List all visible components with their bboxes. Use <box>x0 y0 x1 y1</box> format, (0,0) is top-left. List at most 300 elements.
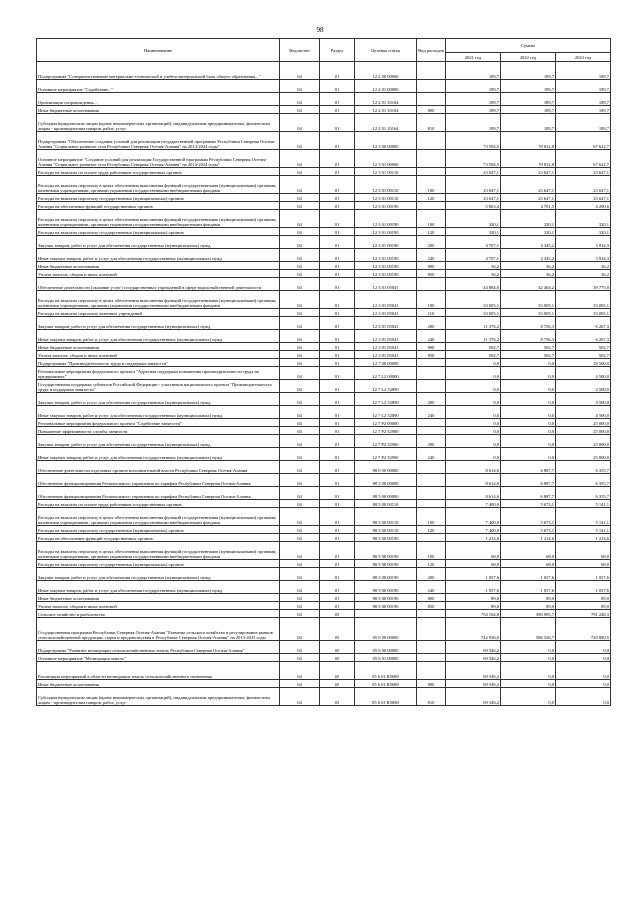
row-amount-2022: 68,0 <box>501 560 556 568</box>
budget-table <box>36 38 611 706</box>
row-expense-type <box>417 461 446 474</box>
row-name: Обеспечение деятельности (оказание услуг) государственных учреждений в сфере водохозяйственной деятельности <box>37 278 280 291</box>
row-amount-2022: 0,0 <box>501 393 556 406</box>
row-name: Закупка товаров, работ и услуг для обеспечения государственных (муниципальных) нужд <box>37 317 280 330</box>
row-amount-2022: 1 057,6 <box>501 581 556 594</box>
row-vedomstvo: 04 <box>280 114 320 132</box>
row-amount-2021: 502,7 <box>446 343 501 351</box>
row-amount-2022: 589 995,7 <box>501 610 556 618</box>
table-row <box>37 210 611 228</box>
row-amount-2023: 33 005,1 <box>556 309 611 317</box>
row-name: Сельское хозяйство и рыболовство <box>37 610 280 618</box>
row-expense-type <box>417 618 446 641</box>
row-target-article: 12 3 01 05041 <box>355 343 417 351</box>
row-target-article: 12 3 01 00110 <box>355 168 417 176</box>
row-amount-2021: 754 164,8 <box>446 610 501 618</box>
row-amount-2022: 36,2 <box>501 270 556 278</box>
row-amount-2023: 67 622,7 <box>556 150 611 168</box>
row-amount-2022: 502,7 <box>501 343 556 351</box>
row-amount-2023: 36,2 <box>556 270 611 278</box>
row-amount-2023: 89,0 <box>556 594 611 602</box>
row-amount-2022: 5 673,1 <box>501 500 556 508</box>
row-amount-2022: 8 756,3 <box>501 317 556 330</box>
row-target-article: 12 2 01 00000 <box>355 80 417 93</box>
row-razdel: 01 <box>320 542 355 560</box>
row-razdel: 05 <box>320 618 355 641</box>
table-row <box>37 500 611 508</box>
row-razdel: 01 <box>320 330 355 343</box>
row-name: Обеспечение функционирования Регионального управления по тарифам Республики Северная Осетия-Алания <box>37 487 280 500</box>
table-row <box>37 343 611 351</box>
row-expense-type: 800 <box>417 106 446 114</box>
row-vedomstvo: 04 <box>280 202 320 210</box>
row-target-article: 88 5 00 00190 <box>355 594 417 602</box>
row-amount-2023: 89,0 <box>556 602 611 610</box>
row-razdel: 05 <box>320 688 355 706</box>
row-amount-2023: 5 141,1 <box>556 500 611 508</box>
row-amount-2021: 0,0 <box>446 406 501 419</box>
row-razdel: 01 <box>320 500 355 508</box>
row-vedomstvo: 04 <box>280 406 320 419</box>
row-name: Основное мероприятие "Мелиорация земель" <box>37 654 280 662</box>
row-amount-2023: 25 000,0 <box>556 419 611 427</box>
row-amount-2023: 502,7 <box>556 343 611 351</box>
row-razdel: 01 <box>320 249 355 262</box>
row-vedomstvo: 04 <box>280 602 320 610</box>
row-expense-type: 100 <box>417 291 446 309</box>
row-amount-2023: 6 355,7 <box>556 487 611 500</box>
row-expense-type <box>417 278 446 291</box>
row-amount-2021: 0,0 <box>446 419 501 427</box>
row-razdel: 01 <box>320 435 355 448</box>
row-target-article: 05 6 01 R5680 <box>355 688 417 706</box>
row-amount-2023: 25 000,0 <box>556 435 611 448</box>
row-amount-2022: 0,0 <box>501 427 556 435</box>
row-amount-2021: 0,0 <box>446 448 501 461</box>
row-expense-type: 110 <box>417 309 446 317</box>
table-row <box>37 330 611 343</box>
row-target-article: 12 7 P2 52900 <box>355 448 417 461</box>
row-amount-2022: 0,0 <box>501 359 556 367</box>
table-row <box>37 680 611 688</box>
row-target-article: 05 6 01 R5680 <box>355 680 417 688</box>
row-vedomstvo: 04 <box>280 461 320 474</box>
row-expense-type <box>417 380 446 393</box>
row-amount-2021: 0,0 <box>446 380 501 393</box>
row-amount-2023: 320,1 <box>556 228 611 236</box>
row-amount-2021: 320,1 <box>446 210 501 228</box>
row-target-article: 88 0 00 00000 <box>355 461 417 474</box>
row-amount-2022: 189,7 <box>501 114 556 132</box>
table-row <box>37 461 611 474</box>
row-vedomstvo: 04 <box>280 176 320 194</box>
row-target-article: 12 7 L2 52890 <box>355 380 417 393</box>
row-expense-type <box>417 150 446 168</box>
row-amount-2021: 1 057,6 <box>446 568 501 581</box>
row-expense-type <box>417 641 446 654</box>
row-name: Иные бюджетные ассигнования <box>37 262 280 270</box>
table-row <box>37 176 611 194</box>
row-razdel: 01 <box>320 508 355 526</box>
table-row <box>37 309 611 317</box>
row-amount-2021: 69 546,2 <box>446 688 501 706</box>
row-target-article: 12 3 01 00110 <box>355 194 417 202</box>
row-amount-2021: 33 005,1 <box>446 309 501 317</box>
row-expense-type: 850 <box>417 351 446 359</box>
table-row <box>37 581 611 594</box>
table-row <box>37 106 611 114</box>
row-razdel: 01 <box>320 560 355 568</box>
row-amount-2022: 320,1 <box>501 228 556 236</box>
row-razdel: 05 <box>320 610 355 618</box>
table-row <box>37 654 611 662</box>
row-razdel: 01 <box>320 270 355 278</box>
row-amount-2021: 23 647,1 <box>446 176 501 194</box>
table-row <box>37 132 611 150</box>
table-row <box>37 150 611 168</box>
row-name: Иные закупки товаров, работ и услуг для обеспечения государственных (муниципальных) нужд <box>37 249 280 262</box>
row-amount-2022: 23 647,1 <box>501 194 556 202</box>
row-amount-2022: 0,0 <box>501 680 556 688</box>
table-row <box>37 406 611 419</box>
row-name: Подпрограмма "Производительность труда и поддержка занятости" <box>37 359 280 367</box>
row-amount-2023: 4 290,6 <box>556 202 611 210</box>
row-name: Уплата налогов, сборов и иных платежей <box>37 351 280 359</box>
row-razdel: 01 <box>320 132 355 150</box>
row-name: Региональные мероприятия федерального проекта "Адресная поддержка повышения производительности труда на предприятиях" <box>37 367 280 380</box>
row-name: Закупка товаров, работ и услуг для обеспечения государственных (муниципальных) нужд <box>37 236 280 249</box>
row-amount-2023: 6 267,3 <box>556 330 611 343</box>
row-expense-type <box>417 662 446 680</box>
table-row <box>37 427 611 435</box>
row-amount-2021: 502,7 <box>446 351 501 359</box>
row-vedomstvo: 04 <box>280 618 320 641</box>
row-razdel: 01 <box>320 393 355 406</box>
row-amount-2021: 44 884,0 <box>446 278 501 291</box>
row-name: Закупка товаров, работ и услуг для обеспечения государственных (муниципальных) нужд <box>37 435 280 448</box>
table-row <box>37 487 611 500</box>
row-amount-2021: 0,0 <box>446 359 501 367</box>
row-amount-2022: 70 812,8 <box>501 132 556 150</box>
row-amount-2021: 11 376,2 <box>446 330 501 343</box>
row-amount-2023: 39 775,0 <box>556 278 611 291</box>
row-vedomstvo: 04 <box>280 330 320 343</box>
row-target-article: 12 3 01 05041 <box>355 291 417 309</box>
row-vedomstvo: 04 <box>280 93 320 106</box>
row-amount-2023: 320,1 <box>556 210 611 228</box>
row-expense-type: 240 <box>417 581 446 594</box>
row-amount-2023: 0,0 <box>556 688 611 706</box>
table-row <box>37 435 611 448</box>
row-expense-type: 240 <box>417 406 446 419</box>
row-vedomstvo: 04 <box>280 560 320 568</box>
row-amount-2023: 4 500,0 <box>556 393 611 406</box>
row-vedomstvo: 04 <box>280 534 320 542</box>
row-name: Подпрограмма "Обеспечение создания условий для реализации государственной программы Республики Северная Осетия-Алания "Социальное развитие села Республики Северная Осетия-Алания" на 2014-2024 годы" <box>37 132 280 150</box>
row-name: Расходы на выплаты по оплате труда работников государственных органов <box>37 500 280 508</box>
table-row <box>37 359 611 367</box>
row-amount-2021: 1 214,6 <box>446 534 501 542</box>
row-target-article <box>355 610 417 618</box>
row-amount-2022: 0,0 <box>501 435 556 448</box>
row-razdel: 01 <box>320 487 355 500</box>
row-vedomstvo: 04 <box>280 309 320 317</box>
row-amount-2021: 11 376,2 <box>446 317 501 330</box>
row-vedomstvo: 04 <box>280 393 320 406</box>
row-amount-2022: 189,7 <box>501 80 556 93</box>
row-amount-2021: 8 614,6 <box>446 487 501 500</box>
row-vedomstvo: 04 <box>280 662 320 680</box>
row-target-article: 12 7 P2 52900 <box>355 427 417 435</box>
row-amount-2021: 89,0 <box>446 594 501 602</box>
row-expense-type <box>417 359 446 367</box>
row-target-article: 12 7 L2 00000 <box>355 367 417 380</box>
row-amount-2021: 69 546,2 <box>446 662 501 680</box>
row-name: Уплата налогов, сборов и иных платежей <box>37 602 280 610</box>
row-amount-2022: 89,0 <box>501 594 556 602</box>
row-expense-type: 100 <box>417 210 446 228</box>
row-target-article: 12 2 01 10164 <box>355 106 417 114</box>
row-amount-2022: 0,0 <box>501 380 556 393</box>
row-razdel: 01 <box>320 176 355 194</box>
row-amount-2022: 0,0 <box>501 688 556 706</box>
row-amount-2022: 33 005,1 <box>501 291 556 309</box>
row-amount-2022: 0,0 <box>501 406 556 419</box>
row-vedomstvo: 04 <box>280 106 320 114</box>
row-razdel: 01 <box>320 317 355 330</box>
row-target-article: 88 5 00 00190 <box>355 560 417 568</box>
row-amount-2021: 68,0 <box>446 542 501 560</box>
row-expense-type <box>417 93 446 106</box>
row-target-article: 88 5 00 00190 <box>355 581 417 594</box>
row-amount-2022: 68,0 <box>501 542 556 560</box>
row-razdel: 01 <box>320 262 355 270</box>
row-vedomstvo: 04 <box>280 594 320 602</box>
row-amount-2022: 1 057,6 <box>501 568 556 581</box>
table-row <box>37 62 611 80</box>
row-amount-2021: 0,0 <box>446 393 501 406</box>
table-row <box>37 508 611 526</box>
row-razdel: 01 <box>320 291 355 309</box>
row-target-article: 12 3 01 05041 <box>355 317 417 330</box>
row-amount-2022: 33 005,1 <box>501 309 556 317</box>
row-razdel: 01 <box>320 359 355 367</box>
row-amount-2021: 36,2 <box>446 270 501 278</box>
row-vedomstvo: 04 <box>280 194 320 202</box>
row-amount-2023: 4 500,0 <box>556 380 611 393</box>
row-name: Обеспечение деятельности отдельных органов исполнительной власти Республики Северная Осетия-Алания <box>37 461 280 474</box>
row-razdel: 01 <box>320 568 355 581</box>
row-razdel: 01 <box>320 367 355 380</box>
row-amount-2021: 1 057,6 <box>446 581 501 594</box>
row-expense-type <box>417 419 446 427</box>
row-vedomstvo: 04 <box>280 351 320 359</box>
table-row <box>37 534 611 542</box>
row-vedomstvo: 04 <box>280 680 320 688</box>
row-amount-2022: 189,7 <box>501 106 556 114</box>
row-target-article: 12 3 01 00190 <box>355 210 417 228</box>
row-amount-2021: 7 400,0 <box>446 508 501 526</box>
row-razdel: 01 <box>320 228 355 236</box>
row-name: Иные бюджетные ассигнования <box>37 106 280 114</box>
row-expense-type <box>417 487 446 500</box>
table-row <box>37 367 611 380</box>
row-razdel: 01 <box>320 380 355 393</box>
row-amount-2023: 23 647,1 <box>556 194 611 202</box>
row-amount-2021: 189,7 <box>446 62 501 80</box>
row-amount-2021: 7 400,0 <box>446 500 501 508</box>
row-amount-2021: 742 936,6 <box>446 618 501 641</box>
row-razdel: 01 <box>320 278 355 291</box>
row-vedomstvo: 04 <box>280 262 320 270</box>
row-amount-2023: 0,0 <box>556 662 611 680</box>
row-razdel: 01 <box>320 448 355 461</box>
row-vedomstvo: 04 <box>280 419 320 427</box>
table-row <box>37 278 611 291</box>
row-amount-2023: 25 000,0 <box>556 427 611 435</box>
row-razdel: 05 <box>320 654 355 662</box>
row-name: Подпрограмма "Развитие мелиорации сельскохозяйственных земель Республики Северная Осетия-Алания" <box>37 641 280 654</box>
row-razdel: 01 <box>320 406 355 419</box>
row-target-article: 12 7 L2 52890 <box>355 393 417 406</box>
row-razdel: 01 <box>320 194 355 202</box>
row-amount-2023: 189,7 <box>556 114 611 132</box>
table-row <box>37 618 611 641</box>
row-vedomstvo: 04 <box>280 150 320 168</box>
row-target-article: 12 3 01 00190 <box>355 202 417 210</box>
row-name: Иные бюджетные ассигнования <box>37 343 280 351</box>
table-row <box>37 560 611 568</box>
row-amount-2021: 8 614,6 <box>446 461 501 474</box>
row-target-article: 88 5 00 00190 <box>355 542 417 560</box>
row-amount-2023: 6 267,3 <box>556 317 611 330</box>
row-target-article: 12 3 01 00190 <box>355 270 417 278</box>
table-row <box>37 568 611 581</box>
table-row <box>37 291 611 309</box>
row-vedomstvo: 04 <box>280 654 320 662</box>
row-target-article: 88 5 00 00190 <box>355 534 417 542</box>
row-amount-2023: 4 500,0 <box>556 406 611 419</box>
row-target-article: 12 2 00 00000 <box>355 62 417 80</box>
row-vedomstvo: 04 <box>280 62 320 80</box>
table-row <box>37 249 611 262</box>
table-body <box>37 62 611 706</box>
row-vedomstvo: 04 <box>280 367 320 380</box>
table-row <box>37 474 611 487</box>
row-razdel: 01 <box>320 419 355 427</box>
row-target-article: 88 5 00 00000 <box>355 474 417 487</box>
row-target-article: 12 3 01 00190 <box>355 228 417 236</box>
row-razdel: 01 <box>320 114 355 132</box>
row-vedomstvo: 04 <box>280 236 320 249</box>
row-amount-2022: 36,2 <box>501 262 556 270</box>
row-name: Иные бюджетные ассигнования <box>37 680 280 688</box>
row-amount-2022: 1 214,6 <box>501 534 556 542</box>
table-row <box>37 270 611 278</box>
row-razdel: 01 <box>320 309 355 317</box>
row-amount-2023: 0,0 <box>556 680 611 688</box>
row-name: Основное мероприятие "Содействие..." <box>37 80 280 93</box>
row-amount-2022: 0,0 <box>501 641 556 654</box>
row-expense-type <box>417 62 446 80</box>
row-name: Иные закупки товаров, работ и услуг для обеспечения государственных (муниципальных) нужд <box>37 448 280 461</box>
table-row <box>37 168 611 176</box>
table-row <box>37 602 611 610</box>
row-amount-2023: 33 005,1 <box>556 291 611 309</box>
row-vedomstvo: 04 <box>280 291 320 309</box>
row-target-article: 12 7 00 00000 <box>355 359 417 367</box>
row-target-article: 12 3 01 05041 <box>355 351 417 359</box>
row-amount-2021: 4 707,1 <box>446 249 501 262</box>
row-vedomstvo: 04 <box>280 500 320 508</box>
row-razdel: 01 <box>320 202 355 210</box>
row-target-article: 12 3 01 00000 <box>355 150 417 168</box>
row-amount-2022: 0,0 <box>501 419 556 427</box>
row-amount-2021: 69 546,2 <box>446 654 501 662</box>
row-amount-2021: 189,7 <box>446 80 501 93</box>
row-name: Расходы на выплаты персоналу казенных учреждений <box>37 309 280 317</box>
row-name: Повышение эффективности службы занятости <box>37 427 280 435</box>
row-amount-2022: 6 887,7 <box>501 487 556 500</box>
row-amount-2023: 0,0 <box>556 654 611 662</box>
row-amount-2023: 36,2 <box>556 262 611 270</box>
row-expense-type: 120 <box>417 526 446 534</box>
table-row <box>37 662 611 680</box>
row-amount-2023: 4 500,0 <box>556 367 611 380</box>
row-expense-type: 800 <box>417 262 446 270</box>
row-target-article: 12 7 L2 52890 <box>355 406 417 419</box>
row-amount-2021: 189,7 <box>446 106 501 114</box>
table-row <box>37 317 611 330</box>
table-row <box>37 594 611 602</box>
row-razdel: 01 <box>320 594 355 602</box>
table-row <box>37 80 611 93</box>
table-row <box>37 236 611 249</box>
row-expense-type <box>417 474 446 487</box>
row-amount-2023: 791 248,3 <box>556 610 611 618</box>
row-expense-type: 810 <box>417 114 446 132</box>
row-amount-2022: 0,0 <box>501 367 556 380</box>
row-amount-2022: 42 464,2 <box>501 278 556 291</box>
table-row <box>37 262 611 270</box>
row-name: Иные закупки товаров, работ и услуг для обеспечения государственных (муниципальных) нужд <box>37 330 280 343</box>
row-amount-2022: 5 673,1 <box>501 508 556 526</box>
row-expense-type: 800 <box>417 343 446 351</box>
row-expense-type <box>417 132 446 150</box>
row-amount-2021: 320,1 <box>446 228 501 236</box>
row-name: Иные закупки товаров, работ и услуг для обеспечения государственных (муниципальных) нужд <box>37 581 280 594</box>
header-vedomstvo: Ведомство <box>280 39 320 62</box>
row-expense-type <box>417 654 446 662</box>
row-target-article: 12 3 01 05041 <box>355 330 417 343</box>
row-amount-2022: 8 756,3 <box>501 330 556 343</box>
row-vedomstvo: 04 <box>280 542 320 560</box>
table-row <box>37 351 611 359</box>
row-razdel: 01 <box>320 168 355 176</box>
header-2021: 2021 год <box>446 53 501 62</box>
row-razdel: 01 <box>320 343 355 351</box>
row-name: Субсидии юридическим лицам (кроме некоммерческих организаций), индивидуальным предпринимателям, физическим лицам - производителям товаров, работ, услуг <box>37 114 280 132</box>
row-amount-2023: 1 214,6 <box>556 534 611 542</box>
table-row <box>37 542 611 560</box>
row-target-article: 88 5 00 00110 <box>355 500 417 508</box>
row-expense-type: 120 <box>417 228 446 236</box>
row-expense-type <box>417 610 446 618</box>
row-vedomstvo: 04 <box>280 641 320 654</box>
table-row <box>37 114 611 132</box>
row-amount-2022: 70 812,8 <box>501 150 556 168</box>
row-amount-2023: 23 647,1 <box>556 176 611 194</box>
